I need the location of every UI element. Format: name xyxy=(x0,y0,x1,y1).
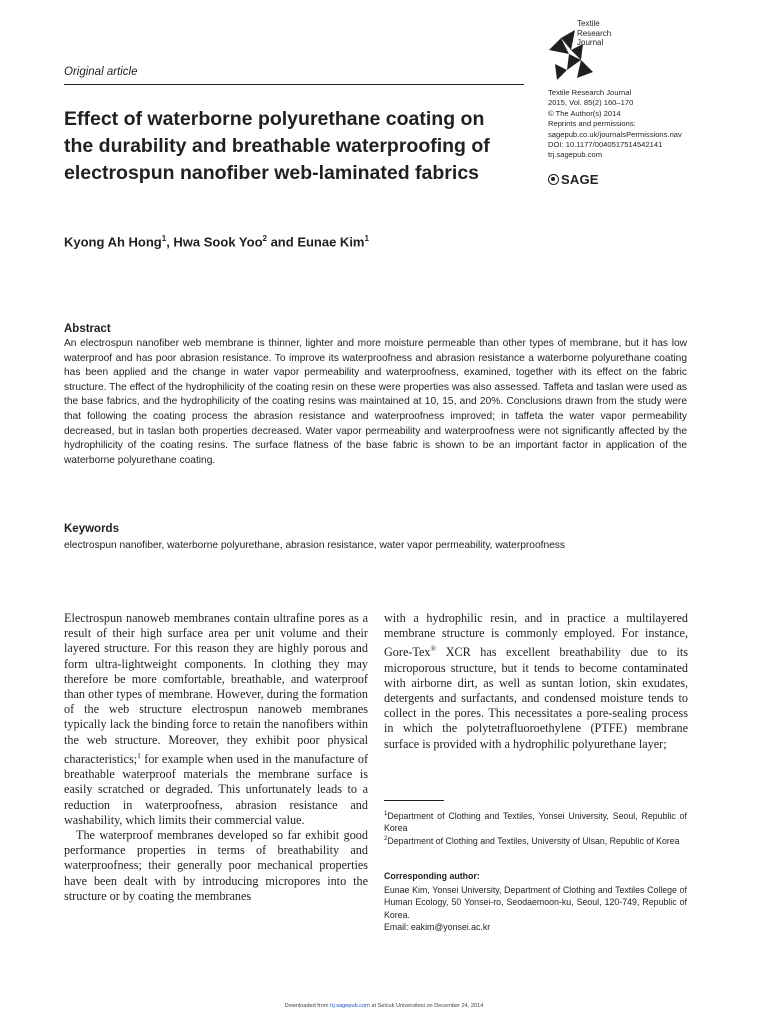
journal-name: Textile Research Journal xyxy=(548,88,632,97)
author-name: Eunae Kim xyxy=(297,234,365,250)
body-column-right xyxy=(384,611,688,752)
affiliation: $^2$Department of Clothing and Textiles, University of Ulsan, Republic of Korea xyxy=(384,835,680,846)
journal-website-link[interactable]: trj.sagepub.com xyxy=(548,150,603,160)
article-title: Effect of waterborne polyurethane coating on the durability and breathable waterproofing of electrospun nanofiber web-laminated fabrics xyxy=(64,108,490,184)
permissions-link[interactable]: sagepub.co.uk/journalsPermissions.nav xyxy=(548,129,682,139)
journal-logo-wordmark xyxy=(577,19,611,48)
abstract-text: An electrospun nanofiber web membrane is thinner, lighter and more moisture permeable than other types of membrane, but it has low waterproof and has poor abrasion resistance. To improve its waterproofness and abrasion resistance a waterborne polyurethane coating has been applied and the change in water vapor permeability and waterproofness, examined, together with its effect on the fabric structure. The effect of the hydrophilicity of the coating resin on these were properties was also assessed. Taffeta and taslan were used as the base fabrics, and the hydrophilicity of the coating resins was maintained at 10, 15, and 20%. Conclusions drawn from the study were that following the coating process the abrasion resistance and waterproofness improved; in taffeta the water vapor permeability decreased, but in taslan both properties decreased. Water vapor permeability and waterproofness were not significantly affected by the hydrophilicity of the coating resins. The surface flatness of the base fabric is shown to be an important factor in application of the waterborne polyurethane coating. xyxy=(64,338,687,466)
footer-link[interactable]: trj.sagepub.com xyxy=(330,1003,370,1009)
publisher-name: SAGE xyxy=(561,172,599,187)
author-separator: , xyxy=(166,234,174,250)
corresponding-author-address: Eunae Kim, Yonsei University, Department of Clothing and Textiles College of Human Ecology, 50 Yonsei-ro, Seodaemoon-ku, Seoul, 120-749, Republic of Korea. xyxy=(384,885,687,920)
affiliation-number: 2 xyxy=(384,836,388,842)
body-column-left xyxy=(64,611,368,904)
publisher-logo xyxy=(548,172,599,187)
affiliation-number: 1 xyxy=(384,811,388,817)
registered-mark: ® xyxy=(430,644,437,654)
keywords-heading: Keywords xyxy=(64,523,119,535)
article-type: Original article xyxy=(64,66,138,78)
author-affiliation-marker: 2 xyxy=(262,234,267,243)
header-rule xyxy=(64,84,524,85)
doi: DOI: 10.1177/0040517514542141 xyxy=(548,140,663,150)
abstract-heading: Abstract xyxy=(64,323,111,335)
author-name: Kyong Ah Hong xyxy=(64,234,162,250)
logo-line: Journal xyxy=(577,38,604,47)
sage-circle-icon xyxy=(548,174,559,185)
author-list xyxy=(64,234,369,249)
corresponding-author-heading: Corresponding author: xyxy=(384,871,480,881)
reprints-label: Reprints and permissions: xyxy=(548,119,636,129)
journal-volume: 2015, Vol. 85(2) 160–170 xyxy=(548,98,634,108)
body-paragraph: The waterproof membranes developed so far exhibit good performance properties in terms of breathability and waterproofness; their generally poor mechanical properties have been dealt with by introducing micropores into the structure or by coating the membranes xyxy=(64,827,368,903)
download-footer: Downloaded from trj.sagepub.com at Selcuk Universitesi on December 24, 2014 xyxy=(284,1003,484,1009)
footnote-rule xyxy=(384,800,444,801)
corresponding-author-email[interactable]: Email: eakim@yonsei.ac.kr xyxy=(384,922,491,933)
logo-line: Textile xyxy=(577,19,600,28)
journal-meta xyxy=(548,88,682,161)
affiliation: $^1$Department of Clothing and Textiles, Yonsei University, Seoul, Republic of Korea xyxy=(384,810,687,834)
citation-ref[interactable]: 1 xyxy=(137,750,141,760)
logo-line: Research xyxy=(577,28,612,38)
author-name: Hwa Sook Yoo xyxy=(173,234,263,250)
body-paragraph: with a hydrophilic resin, and in practice a multilayered membrane structure is commonly employed. For instance, Gore-Tex® XCR has excellent breathability due to its microporous structure, but it tends to become contaminated with airborne dirt, as well as suntan lotion, skin exudates, detergents and surfactants, and condensed moisture tends to collect in the pores. This necessitates a pore-sealing process in which the polytetrafluoroethylene (PTFE) membrane surface is provided with a hydrophilic polyurethane layer; xyxy=(384,611,688,751)
copyright: © The Author(s) 2014 xyxy=(548,108,621,118)
author-affiliation-marker: 1 xyxy=(364,234,369,243)
body-paragraph: Electrospun nanoweb membranes contain ultrafine pores as a result of their high surface area per unit volume and their layered structure. For this reason they are highly porous and form ultra-lightweight components. In clothing they may therefore be more comfortable, breathable, and waterproof than other types of membrane. However, during the formation of the web structure electrospun nanoweb membranes typically lack the binding force to retain the nanofibers within the web structure. Moreover, they exhibit poor physical characteristics;$^1$ for example when used in the manufacture of breathable waterproof materials the membrane surface is easily scratched or degraded. This unfortunately leads to a reduction in waterproofness, abrasion resistance and washability, which limits their commercial value. xyxy=(64,611,368,827)
author-affiliation-marker: 1 xyxy=(161,234,167,243)
author-separator: and xyxy=(266,234,298,250)
keywords-text: electrospun nanofiber, waterborne polyurethane, abrasion resistance, water vapor permeability, waterproofness xyxy=(64,540,565,551)
corresponding-author xyxy=(384,884,687,934)
